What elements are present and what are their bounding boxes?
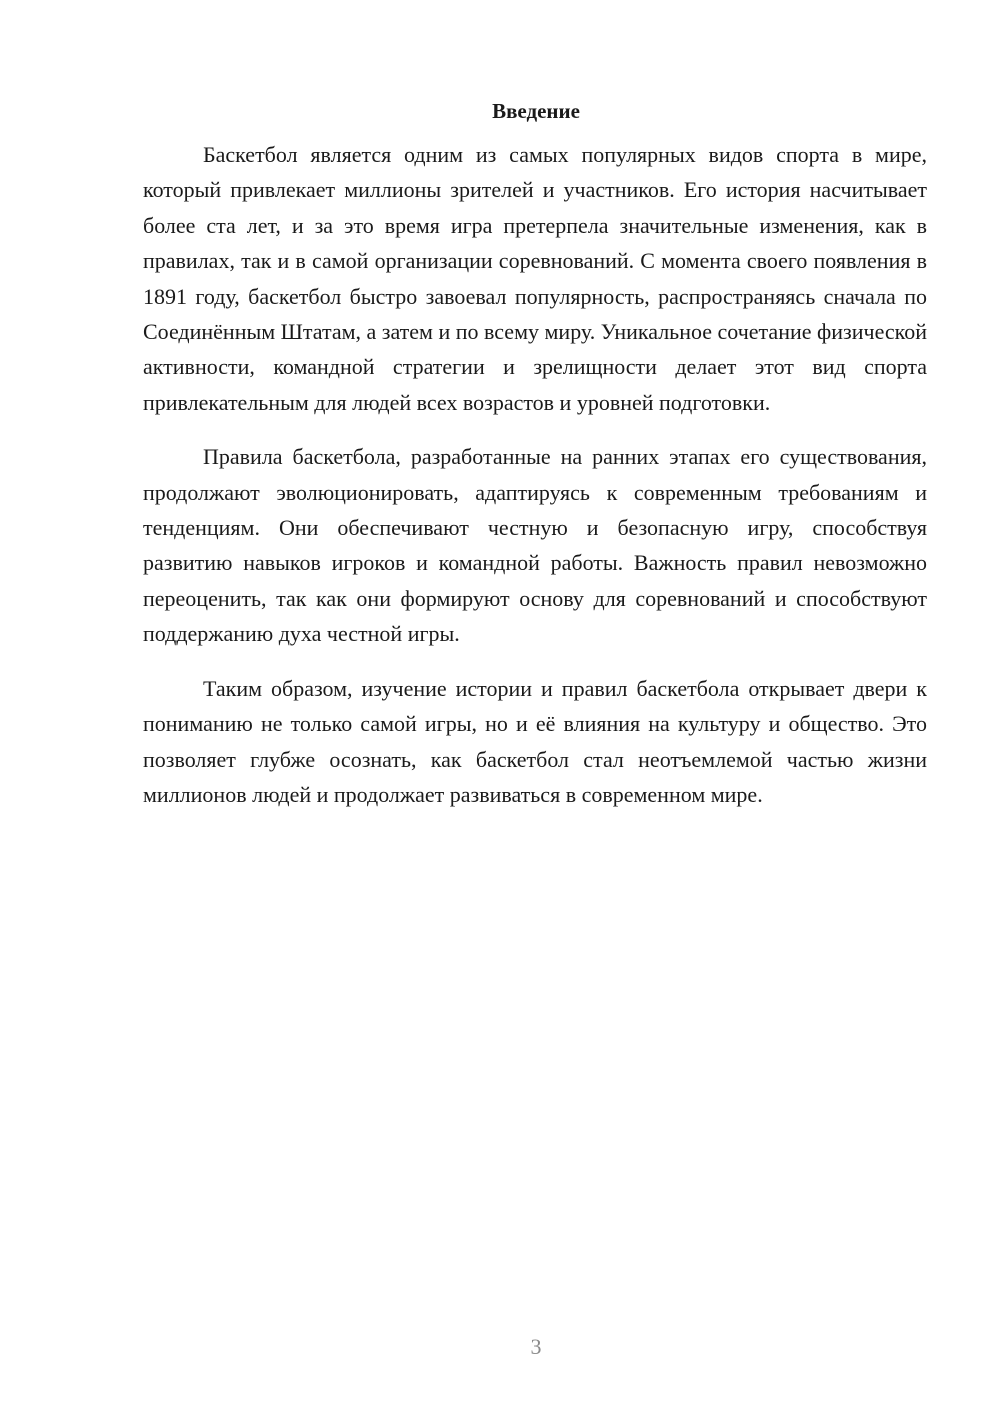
page-number: 3: [530, 1334, 542, 1359]
page-content: [143, 96, 927, 831]
intro-paragraph-1: Баскетбол является одним из самых популярных видов спорта в мире, который привлекает миллионы зрителей и участников. Его история насчитывает более ста лет, и за это время игра претерпела значительные изменения, как в правилах, так и в самой организации соревнований. С момента своего появления в 1891 году, баскетбол быстро завоевал популярность, распространяясь сначала по Соединённым Штатам, а затем и по всему миру. Уникальное сочетание физической активности, командной стратегии и зрелищности делает этот вид спорта привлекательным для людей всех возрастов и уровней подготовки.: [143, 142, 927, 415]
intro-paragraph-2: Правила баскетбола, разработанные на ранних этапах его существования, продолжают эволюционировать, адаптируясь к современным требованиям и тенденциям. Они обеспечивают честную и безопасную игру, способствуя развитию навыков игроков и командной работы. Важность правил невозможно переоценить, так как они формируют основу для соревнований и способствуют поддержанию духа честной игры.: [143, 444, 927, 647]
section-heading: Введение: [492, 99, 580, 123]
intro-paragraph-3: Таким образом, изучение истории и правил баскетбола открывает двери к пониманию не только самой игры, но и её влияния на культуру и общество. Это позволяет глубже осознать, как баскетбол стал неотъемлемой частью жизни миллионов людей и продолжает развиваться в современном мире.: [143, 675, 927, 807]
